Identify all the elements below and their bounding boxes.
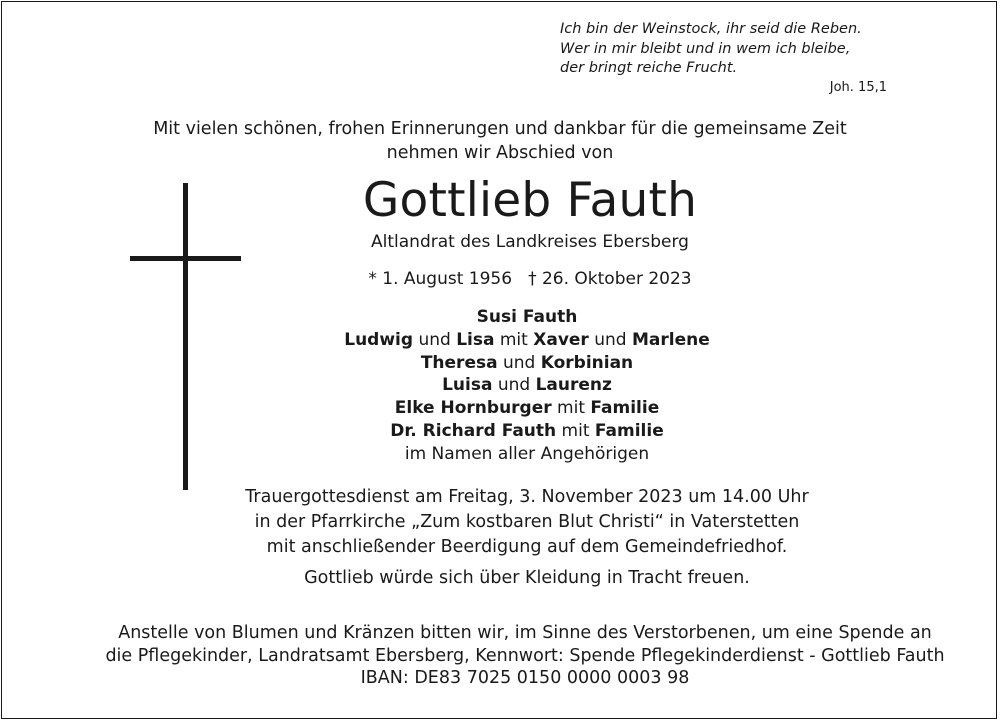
mourner-name: Familie	[590, 398, 660, 419]
bible-verse	[560, 20, 890, 79]
mourner-row	[227, 374, 827, 397]
mourner-name: Laurenz	[535, 375, 612, 396]
mourner-name: Theresa	[420, 352, 498, 373]
dress-code-note: Gottlieb würde sich über Kleidung in Tracht freuen.	[304, 568, 750, 588]
joiner: und	[413, 329, 457, 350]
mourner-row	[227, 420, 827, 443]
mourner-row	[227, 352, 827, 375]
mourner-name: Elke Hornburger	[394, 398, 552, 419]
service-line: mit anschließender Beerdigung auf dem Gemeindefriedhof.	[266, 537, 788, 557]
donation-request	[40, 622, 1000, 690]
mourner-row	[227, 397, 827, 420]
service-line: Trauergottesdienst am Freitag, 3. November 2023 um 14.00 Uhr	[245, 487, 809, 507]
relatives-note: im Namen aller Angehörigen	[404, 443, 650, 464]
verse-reference: Joh. 15,1	[829, 80, 887, 95]
mourner-row	[227, 443, 827, 466]
donation-line: die Pflegekinder, Landratsamt Ebersberg, Kennwort: Spende Pflegekinderdienst - Gottlieb Fauth	[105, 645, 945, 666]
joiner: und	[497, 352, 541, 373]
joiner: mit	[551, 398, 591, 419]
funeral-service-info	[227, 485, 827, 560]
iban: IBAN: DE83 7025 0150 0000 0003 98	[360, 668, 690, 688]
service-line: in der Pfarrkirche „Zum kostbaren Blut Christi“ in Vaterstetten	[254, 512, 800, 532]
birth-date: * 1. August 1956	[368, 269, 513, 289]
deceased-title: Altlandrat des Landkreises Ebersberg	[371, 232, 689, 252]
mourner-name: Susi Fauth	[476, 307, 578, 327]
mourner-name: Luisa	[442, 375, 493, 396]
donation-line: Anstelle von Blumen und Kränzen bitten wir, im Sinne des Verstorbenen, um eine Spende an	[118, 623, 932, 643]
mourner-name: Lisa	[456, 329, 495, 350]
life-dates	[330, 267, 730, 291]
mourner-name: Dr. Richard Fauth	[390, 420, 557, 441]
verse-line: Wer in mir bleibt und in wem ich bleibe,	[560, 40, 851, 57]
mourner-row	[227, 329, 827, 352]
intro-line-1: Mit vielen schönen, frohen Erinnerungen und dankbar für die gemeinsame Zeit	[153, 119, 847, 139]
joiner: mit	[556, 420, 595, 441]
mourner-name: Xaver	[533, 329, 589, 350]
intro-line-2: nehmen wir Abschied von	[386, 143, 614, 163]
verse-line: der bringt reiche Frucht.	[560, 60, 738, 76]
mourner-name: Korbinian	[540, 352, 634, 373]
mourner-name: Familie	[594, 420, 664, 441]
death-date: † 26. Oktober 2023	[528, 269, 692, 289]
deceased-name: Gottlieb Fauth	[362, 173, 698, 228]
mourner-name: Ludwig	[344, 329, 414, 350]
cross-vertical-bar	[183, 183, 188, 490]
verse-line: Ich bin der Weinstock, ihr seid die Reben.	[560, 21, 862, 37]
joiner: mit	[494, 329, 534, 350]
mourner-row	[227, 306, 827, 329]
mourners-list	[227, 306, 827, 466]
cross-horizontal-bar	[130, 256, 241, 261]
mourner-name: Marlene	[631, 329, 710, 350]
joiner: und	[492, 375, 536, 396]
joiner: und	[588, 329, 632, 350]
